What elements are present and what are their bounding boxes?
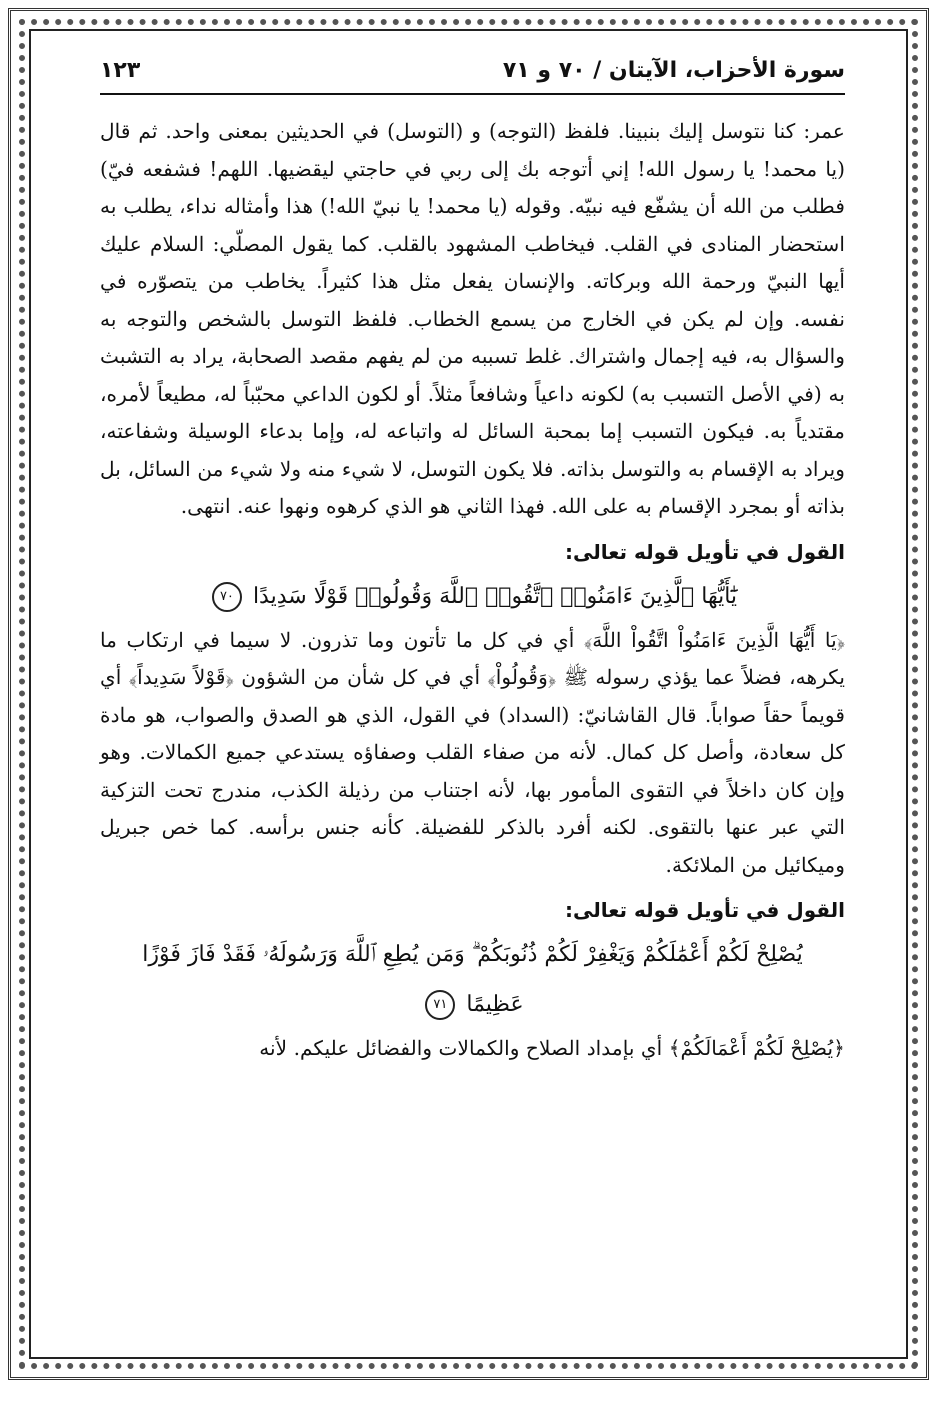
text-line: والإنسان يفعل مثل هذا كثيراً. يخاطب من يتصوّره في نفسه. وإن لم يكن في [100, 269, 845, 331]
text-line: واحد. ثم قال (يا محمد! يا رسول الله! إني أتوجه بك إلى ربي في حاجتي [100, 119, 845, 181]
verse-number-marker: ٧١ [425, 990, 455, 1020]
text-line: من السائل، بل بذاته أو بمجرد الإقسام به على الله. فهذا الثاني هو الذي كرهوه [100, 456, 845, 518]
text-line: الخارج من يسمع الخطاب. فلفظ التوسل بالشخص والتوجه به والسؤال به، فيه [100, 306, 845, 368]
quran-verse-70 [100, 572, 845, 622]
running-title: سورة الأحزاب، الآيتان / ٧٠ و ٧١ [502, 58, 845, 83]
text-line: نبيّ الله!) هذا وأمثاله نداء، يطلب به استحضار المنادى في القلب. فيخاطب [100, 194, 845, 256]
text-line: إجمال واشتراك. غلط تسببه من لم يفهم مقصد الصحابة، يراد به التشبث به (في [100, 344, 845, 406]
verse-line-2-wrap [100, 980, 845, 1030]
text-line: لأمره، مقتدياً به. فيكون التسبب إما بمحبة السائل له واتباعه له، وإما بدعاء الوسيلة [100, 381, 845, 443]
quran-verse-71 [100, 930, 845, 1030]
text-line: عمر: كنا نتوسل إليك بنبينا. فلفظ (التوجه) و (التوسل) في الحديثين بمعنى [218, 119, 845, 143]
paragraph-2 [100, 622, 845, 885]
text-line: ونهوا عنه. انتهى. [180, 494, 320, 518]
text-line: المشهود بالقلب. كما يقول المصلّي: السلام عليك أيها النبيّ ورحمة الله وبركاته. [100, 231, 845, 293]
running-header [100, 58, 845, 95]
paragraph-3 [100, 1030, 845, 1068]
verse-line-2: عَظِيمًا [466, 992, 524, 1017]
text-line: ﴿يُصْلِحْ لَكُمْ أَعْمَالَكُمْ﴾ أي بإمداد الصلاح والكمالات والفضائل عليكم. لأنه [259, 1036, 845, 1060]
book-page [100, 58, 845, 1068]
text-line: القلب وصفاؤه يستدعي جميع الكمالات. وهو وإن كان داخلاً في التقوى المأمور [100, 740, 845, 802]
text-line: وشفاعته، ويراد به الإقسام به والتوسل بذاته. فلا يكون التوسل، لا شيء منه ولا شيء [100, 419, 845, 481]
text-line: ارتكاب ما يكرهه، فضلاً عما يؤذي رسوله ﷺ ﴿وَقُولُواْ﴾ أي في كل شأن من [100, 627, 845, 689]
text-line: الذي هو الصدق والصواب، هو مادة كل سعادة، وأصل كل كمال. لأنه من صفاء [100, 702, 846, 764]
text-line: ﴿يَا أَيُّهَا الَّذِينَ ءَامَنُواْ اتَّقُواْ اللَّهَ﴾ أي في كل ما تأتون وما تذرون. لا سيما في [193, 627, 845, 652]
section-heading-2: القول في تأويل قوله تعالى: [565, 898, 845, 922]
verse-number-marker: ٧٠ [212, 582, 242, 612]
text-line: ليقضيها. اللهم! فشفعه فيّ) فطلب من الله أن يشفّع فيه نبيّه. وقوله (يا محمد! يا [100, 156, 845, 218]
text-line: بها، لأنه اجتناب من رذيلة الكذب، مندرج تحت التزكية التي عبر عنها بالتقوى. [100, 777, 846, 839]
verse-line-1: يُصْلِحْ لَكُمْ أَعْمَٰلَكُمْ وَيَغْفِرْ لَكُمْ ذُنُوبَكُمْ ۗ وَمَن يُطِعِ ٱللَّهَ وَرَسُولَهُۥ فَقَدْ فَازَ فَوْزًا [142, 942, 803, 967]
text-line: الأصل التسبب به) لكونه داعياً وشافعاً مثلاً. أو لكون الداعي محبّباً له، مطيعاً [157, 381, 781, 406]
paragraph-1 [100, 113, 845, 526]
verse-text: يَٰٓأَيُّهَا ٱلَّذِينَ ءَامَنُوا۟ ٱتَّقُوا۟ ٱللَّهَ وَقُولُوا۟ قَوْلًا سَدِيدًا [252, 583, 738, 609]
body-text [100, 113, 845, 1068]
page-number: ١٢٣ [100, 58, 141, 83]
text-line: الشؤون ﴿قَوْلاً سَدِيداً﴾ أي قويماً حقاً صواباً. قال القاشانيّ: (السداد) في القول، [100, 665, 845, 727]
section-heading-1: القول في تأويل قوله تعالى: [565, 539, 845, 564]
text-line: الملائكة. [665, 852, 736, 877]
text-line: لكنه أفرد بالذكر للفضيلة. كأنه جنس برأسه. كما خص جبريل وميكائيل من [100, 815, 845, 877]
